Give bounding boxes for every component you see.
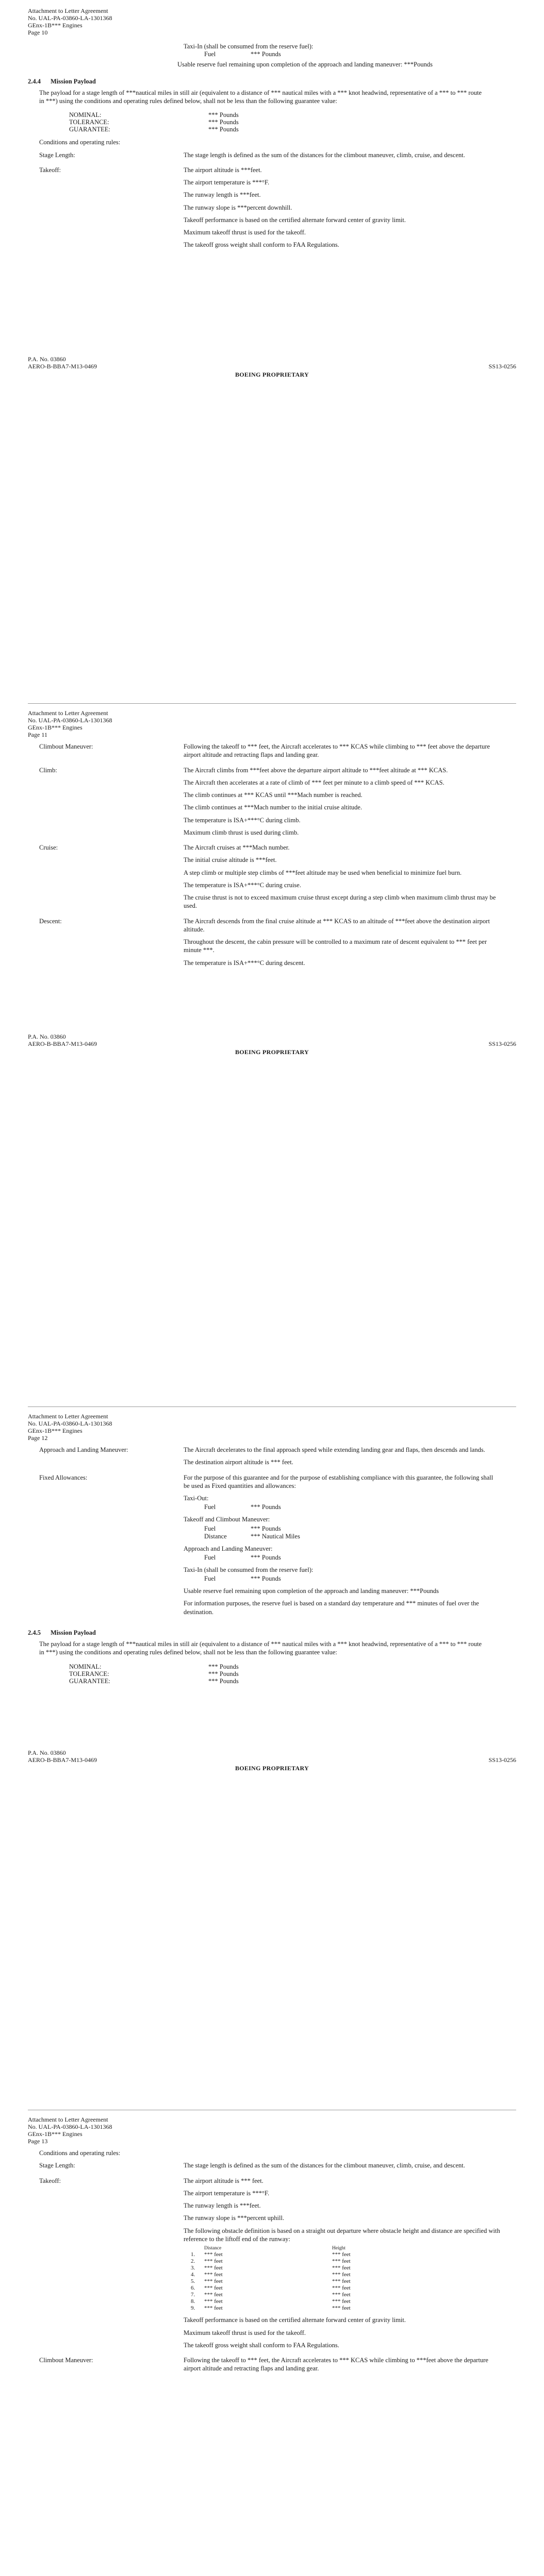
taxi-in-label: Taxi-In (shall be consumed from the reserve fuel): <box>184 43 314 50</box>
section-heading: 2.4.4 Mission Payload <box>28 77 96 85</box>
table-row <box>189 2298 353 2305</box>
taxi-in-fuel: Fuel *** Pounds <box>204 50 281 58</box>
page-body <box>28 1446 516 1685</box>
guarantee-values: NOMINAL: *** Pounds TOLERANCE: *** Pounds GUARANTEE: *** Pounds <box>69 111 239 133</box>
table-row <box>189 2251 353 2258</box>
table-cell: 3. <box>191 2265 195 2272</box>
table-row <box>189 2272 353 2278</box>
table-cell: *** feet <box>332 2278 351 2285</box>
mission-payload-paragraph: The payload for a stage length of ***nautical miles in still air (equivalent to a distance of *** nautical miles with a *** knot headwind, representative of a *** to *** route in ***) using the conditions and operating rules defined below, shall not be less than the following guarantee value: <box>39 89 482 105</box>
page-header: Attachment to Letter Agreement No. UAL-PA-03860-LA-1301368 GEnx-1B*** Engines Page 12 <box>28 1413 112 1442</box>
table-row <box>189 2258 353 2265</box>
table-cell: *** feet <box>332 2251 351 2258</box>
document-page-13 <box>0 2110 544 2576</box>
table-cell: *** feet <box>332 2292 351 2298</box>
guarantee-values: NOMINAL: *** Pounds TOLERANCE: *** Pounds GUARANTEE: *** Pounds <box>69 1663 239 1685</box>
table-cell: 1. <box>191 2251 195 2258</box>
table-cell: 6. <box>191 2285 195 2292</box>
header-engines: GEnx-1B*** Engines <box>28 22 83 29</box>
obstacle-table: Distance Height 1. *** feet *** feet 2. *** feet *** feet 3. *** feet *** feet 4. *** feet *** feet 5. *** feet *** feet 6. *** feet *** feet 7. *** feet *** feet 8. *** feet *** feet 9. *** feet *** feet <box>189 2245 353 2312</box>
usable-reserve-fuel: Usable reserve fuel remaining upon completion of the approach and landing maneuver: ***Pounds <box>177 61 433 69</box>
section-heading: 2.4.5 Mission Payload <box>28 1629 96 1636</box>
descent-row: Descent: The Aircraft descends from the final cruise altitude at *** KCAS to an altitude of ***feet above the destination airport altitude. Throughout the descent, the cabin pressure will be controlled to a maximum rate of descent equivalent to *** feet per minute ***. The temperature is ISA+***°C during descent. <box>39 917 490 967</box>
table-cell: 7. <box>191 2292 195 2298</box>
climbout-row: Climbout Maneuver: Following the takeoff to *** feet, the Aircraft accelerates to *** KCAS while climbing to *** feet above the departure airport altitude and retracting flaps and landing gear. <box>39 743 490 759</box>
table-cell: *** feet <box>332 2305 351 2312</box>
table-cell: *** feet <box>332 2265 351 2272</box>
mission-payload-paragraph: The payload for a stage length of ***nautical miles in still air (equivalent to a distance of *** nautical miles with a *** knot headwind, representative of a *** to *** route in ***) using the conditions and operating rules defined below, shall not be less than the following guarantee value: <box>39 1640 482 1656</box>
header-letter-number: No. UAL-PA-03860-LA-1301368 <box>28 14 112 22</box>
header-page-number: Page 10 <box>28 29 48 36</box>
table-cell: *** feet <box>332 2272 351 2278</box>
conditions-heading: Conditions and operating rules: <box>39 2149 121 2157</box>
table-cell: *** feet <box>332 2258 351 2265</box>
takeoff-row: Takeoff: The airport altitude is *** feet. The airport temperature is ***°F. The runway length is ***feet. The runway slope is ***percent uphill. The following obstacle definition is based on a straight out departure where obstacle height and distance are specified with reference to the liftoff end of the runway: Distance Height 1. *** feet *** feet 2. *** feet *** feet 3. *** feet *** feet 4. *** feet *** feet 5. *** feet *** feet 6. *** feet *** feet 7. *** feet *** feet 8. *** feet *** feet 9. *** feet *** feet Takeoff performance is based on the certified alternate forward center of gravity limit. Maximum takeoff thrust is used for the takeoff. The takeoff gross weight shall conform to FAA Regulations. <box>39 2177 500 2349</box>
takeoff-row: Takeoff: The airport altitude is ***feet. The airport temperature is ***°F. The runway length is ***feet. The runway slope is ***percent downhill. Takeoff performance is based on the certified alternate forward center of gravity limit. Maximum takeoff thrust is used for the takeoff. The takeoff gross weight shall conform to FAA Regulations. <box>39 166 406 249</box>
climb-row: Climb: The Aircraft climbs from ***feet above the departure airport altitude to ***feet altitude at *** KCAS. The Aircraft then accelerates at a rate of climb of *** feet per minute to a climb speed of *** KCAS. The climb continues at *** KCAS until ***Mach number is reached. The climb continues at ***Mach number to the initial cruise altitude. The temperature is ISA+***°C during climb. Maximum climb thrust is used during climb. <box>39 766 448 836</box>
table-row <box>189 2305 353 2312</box>
table-cell: *** feet <box>204 2278 223 2285</box>
table-cell: *** feet <box>204 2272 223 2278</box>
table-cell: *** feet <box>204 2258 223 2265</box>
page-header: Attachment to Letter Agreement No. UAL-PA-03860-LA-1301368 GEnx-1B*** Engines Page 11 <box>28 709 112 738</box>
header-page-number: Page 11 <box>28 731 47 738</box>
stage-length-row: Stage Length: The stage length is defined as the sum of the distances for the climbout maneuver, climb, cruise, and descent. <box>39 151 465 159</box>
table-cell: *** feet <box>204 2298 223 2305</box>
page-separator <box>28 1406 516 1407</box>
fixed-allowances-row: Fixed Allowances: For the purpose of this guarantee and for the purpose of establishing compliance with this guarantee, the following shall be used as Fixed quantities and allowances: Taxi-Out: Fuel *** Pounds Takeoff and Climbout Maneuver: Fuel *** Pounds Distance *** Nautical Miles Approach and Landing Maneuver: Fuel *** Pounds Taxi-In (shall be consumed from the reserve fuel): Fuel *** Pounds Usable reserve fuel remaining upon completion of the approach and landing maneuver: ***Pounds For information purposes, the reserve fuel is based on a standard day temperature and *** minutes of fuel over the destination. <box>39 1473 493 1616</box>
page-body <box>28 2149 516 2380</box>
page-header: Attachment to Letter Agreement No. UAL-PA-03860-LA-1301368 GEnx-1B*** Engines Page 13 <box>28 2116 112 2145</box>
document-page-11: Attachment to Letter Agreement No. UAL-PA-03860-LA-1301368 GEnx-1B*** Engines Page 11 Climbout Maneuver: Following the takeoff to *** feet, the Aircraft accelerates to *** KCAS while climbing to *** feet above the departure airport altitude and retracting flaps and landing gear. Climb: The Aircraft climbs from ***feet above the departure airport altitude to ***feet altitude at *** KCAS. The Aircraft then accelerates at a rate of climb of *** feet per minute to a climb speed of *** KCAS. The climb continues at *** KCAS until ***Mach number is reached. The climb continues at ***Mach number to the initial cruise altitude. The temperature is ISA+***°C during climb. Maximum climb thrust is used during climb. Cruise: The Aircraft cruises at ***Mach number. The initial cruise altitude is ***feet. A step climb or multiple step climbs of ***feet altitude may be used when beneficial to minimize fuel burn. The temperature is ISA+***°C during cruise. The cruise thrust is not to exceed maximum cruise thrust except during a step climb when maximum climb thrust may be used. Descent: The Aircraft descends from the final cruise altitude at *** KCAS to an altitude of ***feet above the destination airport altitude. Throughout the descent, the cabin pressure will be controlled to a maximum rate of descent equivalent to *** feet per minute ***. The temperature is ISA+***°C during descent. P.A. No. 03860 AERO-B-BBA7-M13-0469 SS13-0256 BOEING PROPRIETARY <box>0 703 544 1406</box>
table-row <box>189 2292 353 2298</box>
table-cell: 5. <box>191 2278 195 2285</box>
page-body <box>28 42 516 256</box>
table-cell: 2. <box>191 2258 195 2265</box>
table-row <box>189 2278 353 2285</box>
table-cell: 9. <box>191 2305 195 2312</box>
header-attachment: Attachment to Letter Agreement <box>28 7 108 14</box>
header-page-number: Page 12 <box>28 1434 48 1442</box>
climbout-row: Climbout Maneuver: Following the takeoff to *** feet, the Aircraft accelerates to *** KCAS while climbing to ***feet above the departure airport altitude and retracting flaps and landing gear. <box>39 2357 488 2372</box>
table-cell: *** feet <box>204 2251 223 2258</box>
document-page-12: Attachment to Letter Agreement No. UAL-PA-03860-LA-1301368 GEnx-1B*** Engines Page 12 Approach and Landing Maneuver: The Aircraft decelerates to the final approach speed while extending landing gear and flaps, then descends and lands. The destination airport altitude is *** feet. Fixed Allowances: For the purpose of this guarantee and for the purpose of establishing compliance with this guarantee, the following shall be used as Fixed quantities and allowances: Taxi-Out: Fuel *** Pounds Takeoff and Climbout Maneuver: Fuel *** Pounds Distance *** Nautical Miles Approach and Landing Maneuver: Fuel *** Pounds Taxi-In (shall be consumed from the reserve fuel): Fuel *** Pounds Usable reserve fuel remaining upon completion of the approach and landing maneuver: ***Pounds For information purposes, the reserve fuel is based on a standard day temperature and *** minutes of fuel over the destination. 2.4.5 Mission Payload The payload for a stage length of ***nautical miles in still air (equivalent to a distance of *** nautical miles with a *** knot headwind, representative of a *** to *** route in ***) using the conditions and operating rules defined below, shall not be less than the following guarantee value: NOMINAL: *** Pounds TOLERANCE: *** Pounds GUARANTEE: *** Pounds P.A. No. 03860 AERO-B-BBA7-M13-0469 SS13-0256 BOEING PROPRIETARY <box>0 1406 544 2110</box>
table-row <box>189 2285 353 2292</box>
table-cell: *** feet <box>204 2285 223 2292</box>
page-body <box>28 742 516 974</box>
table-cell: 8. <box>191 2298 195 2305</box>
conditions-heading: Conditions and operating rules: <box>39 139 121 146</box>
table-row <box>189 2265 353 2272</box>
stage-length-row: Stage Length: The stage length is defined as the sum of the distances for the climbout maneuver, climb, cruise, and descent. <box>39 2162 465 2170</box>
approach-row: Approach and Landing Maneuver: The Aircraft decelerates to the final approach speed while extending landing gear and flaps, then descends and lands. The destination airport altitude is *** feet. <box>39 1446 485 1466</box>
page-header <box>28 7 112 36</box>
table-cell: *** feet <box>332 2285 351 2292</box>
table-cell: *** feet <box>204 2265 223 2272</box>
cruise-row: Cruise: The Aircraft cruises at ***Mach number. The initial cruise altitude is ***feet. A step climb or multiple step climbs of ***feet altitude may be used when beneficial to minimize fuel burn. The temperature is ISA+***°C during cruise. The cruise thrust is not to exceed maximum cruise thrust except during a step climb when maximum climb thrust may be used. <box>39 844 496 910</box>
table-cell: *** feet <box>204 2305 223 2312</box>
header-page-number: Page 13 <box>28 2138 48 2145</box>
table-cell: *** feet <box>332 2298 351 2305</box>
table-cell: 4. <box>191 2272 195 2278</box>
table-cell: *** feet <box>204 2292 223 2298</box>
document-page-10: Attachment to Letter Agreement No. UAL-PA-03860-LA-1301368 GEnx-1B*** Engines Page 10 Taxi-In (shall be consumed from the reserve fuel): Fuel *** Pounds Usable reserve fuel remaining upon completion of the approach and landing maneuver: ***Pounds 2.4.4 Mission Payload The payload for a stage length of ***nautical miles in still air (equivalent to a distance of *** nautical miles with a *** knot headwind, representative of a *** to *** route in ***) using the conditions and operating rules defined below, shall not be less than the following guarantee value: NOMINAL: *** Pounds TOLERANCE: *** Pounds GUARANTEE: *** Pounds Conditions and operating rules: Stage Length: The stage length is defined as the sum of the distances for the climbout maneuver, climb, cruise, and descent. Takeoff: The airport altitude is ***feet. The airport temperature is ***°F. The runway length is ***feet. The runway slope is ***percent downhill. Takeoff performance is based on the certified alternate forward center of gravity limit. Maximum takeoff thrust is used for the takeoff. The takeoff gross weight shall conform to FAA Regulations. P.A. No. 03860 AERO-B-BBA7-M13-0469 SS13-0256 BOEING PROPRIETARY <box>28 7 516 378</box>
page-separator <box>28 703 516 704</box>
